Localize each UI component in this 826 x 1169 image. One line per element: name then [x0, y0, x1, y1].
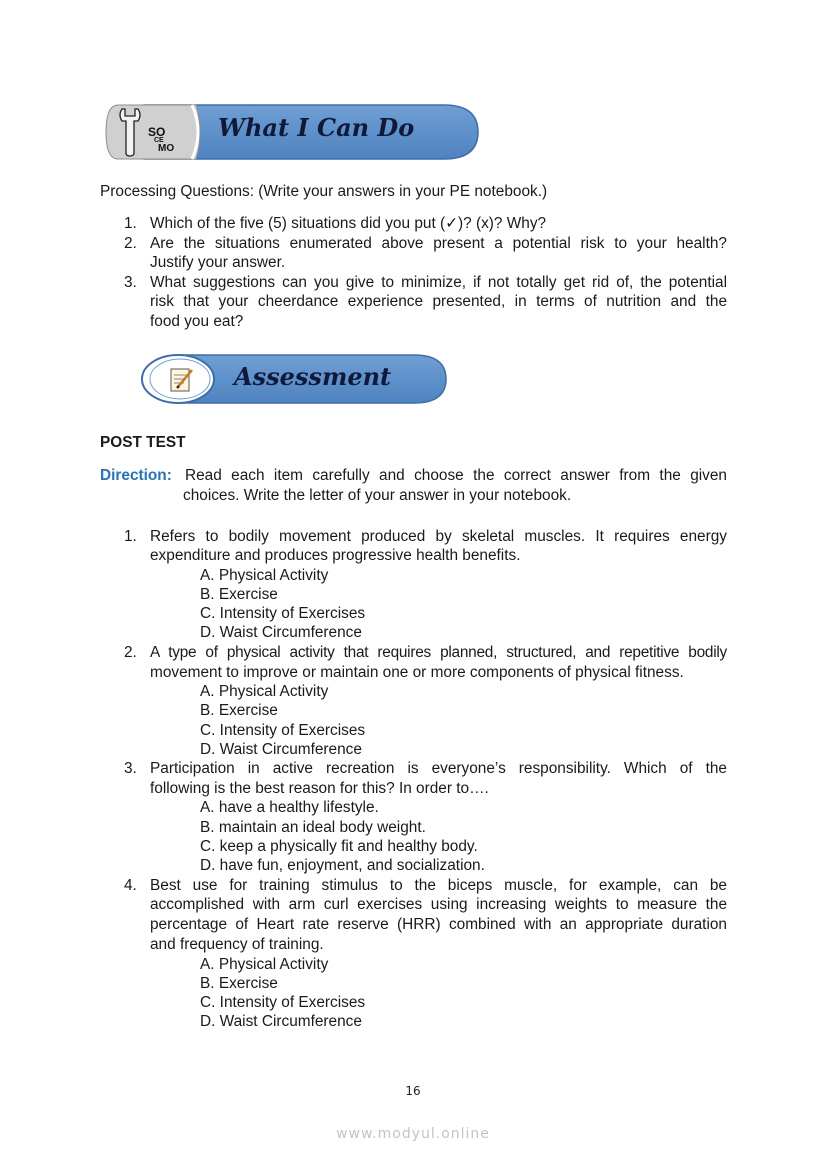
question-4-line-1: Best use for training stimulus to the biceps muscle, for example, can be — [150, 877, 727, 894]
assessment-title: Assessment — [234, 362, 392, 391]
question-4-choice-c: C. Intensity of Exercises — [200, 994, 366, 1011]
question-number-3: 3. — [124, 760, 137, 777]
question-4-line-3: percentage of Heart rate reserve (HRR) combined with an appropriate duration — [150, 916, 727, 933]
icon-text-ce: CE — [154, 137, 164, 144]
question-3-choice-d: D. have fun, enjoyment, and socialization. — [200, 857, 485, 874]
processing-number-2: 2. — [124, 235, 137, 252]
question-1-choice-b: B. Exercise — [200, 586, 278, 603]
notepad-icon — [169, 366, 195, 394]
question-number-2: 2. — [124, 644, 137, 661]
direction-line-1: Read each item carefully and choose the correct answer from the given — [185, 467, 727, 484]
processing-number-3: 3. — [124, 274, 137, 291]
question-4-choice-d: D. Waist Circumference — [200, 1013, 362, 1030]
question-2-choice-b: B. Exercise — [200, 702, 278, 719]
processing-number-1: 1. — [124, 215, 137, 232]
question-4-choice-b: B. Exercise — [200, 975, 278, 992]
question-2-line-2: movement to improve or maintain one or more components of physical fitness. — [150, 664, 684, 681]
direction-line-2: choices. Write the letter of your answer in your notebook. — [183, 487, 572, 504]
processing-intro: Processing Questions: (Write your answers in your PE notebook.) — [100, 183, 548, 200]
processing-item-3-line-2: risk that your cheerdance experience presented, in terms of nutrition and the — [150, 293, 727, 310]
processing-item-3-line-3: food you eat? — [150, 313, 244, 330]
wrench-icon — [116, 107, 144, 157]
processing-item-3-line-1: What suggestions can you give to minimize, if not totally get rid of, the potential — [150, 274, 727, 291]
question-2-choice-c: C. Intensity of Exercises — [200, 722, 366, 739]
question-2-choice-a: A. Physical Activity — [200, 683, 329, 700]
watermark[interactable]: www.modyul.online — [336, 1126, 490, 1142]
question-1-line-1: Refers to bodily movement produced by skeletal muscles. It requires energy — [150, 528, 727, 545]
question-number-1: 1. — [124, 528, 137, 545]
question-2-line-1: A type of physical activity that requires planned, structured, and repetitive bodily — [150, 644, 727, 661]
question-number-4: 4. — [124, 877, 137, 894]
question-4-line-4: and frequency of training. — [150, 936, 324, 953]
question-3-choice-c: C. keep a physically fit and healthy body. — [200, 838, 478, 855]
question-3-choice-b: B. maintain an ideal body weight. — [200, 819, 426, 836]
question-3-line-2: following is the best reason for this? In order to…. — [150, 780, 489, 797]
what-i-can-do-title: What I Can Do — [218, 113, 415, 142]
processing-item-2-line-1: Are the situations enumerated above present a potential risk to your health? — [150, 235, 727, 252]
icon-text-mo: MO — [158, 143, 175, 154]
processing-item-2-line-2: Justify your answer. — [150, 254, 286, 271]
post-test-heading: POST TEST — [100, 434, 186, 451]
question-1-choice-a: A. Physical Activity — [200, 567, 329, 584]
what-i-can-do-banner — [104, 103, 480, 161]
page-number: 16 — [405, 1084, 421, 1098]
question-1-choice-d: D. Waist Circumference — [200, 624, 362, 641]
question-4-line-2: accomplished with arm curl exercises using increasing weights to measure the — [150, 896, 727, 913]
icon-text-so: SO — [148, 125, 166, 139]
question-1-line-2: expenditure and produces progressive health benefits. — [150, 547, 521, 564]
question-1-choice-c: C. Intensity of Exercises — [200, 605, 366, 622]
direction-label: Direction: — [100, 467, 172, 484]
question-4-choice-a: A. Physical Activity — [200, 956, 329, 973]
question-2-choice-d: D. Waist Circumference — [200, 741, 362, 758]
processing-item-1-line-1: Which of the five (5) situations did you put (✓)? (x)? Why? — [150, 215, 547, 232]
question-3-line-1: Participation in active recreation is everyone’s responsibility. Which of the — [150, 760, 727, 777]
assessment-banner — [140, 353, 450, 405]
question-3-choice-a: A. have a healthy lifestyle. — [200, 799, 379, 816]
